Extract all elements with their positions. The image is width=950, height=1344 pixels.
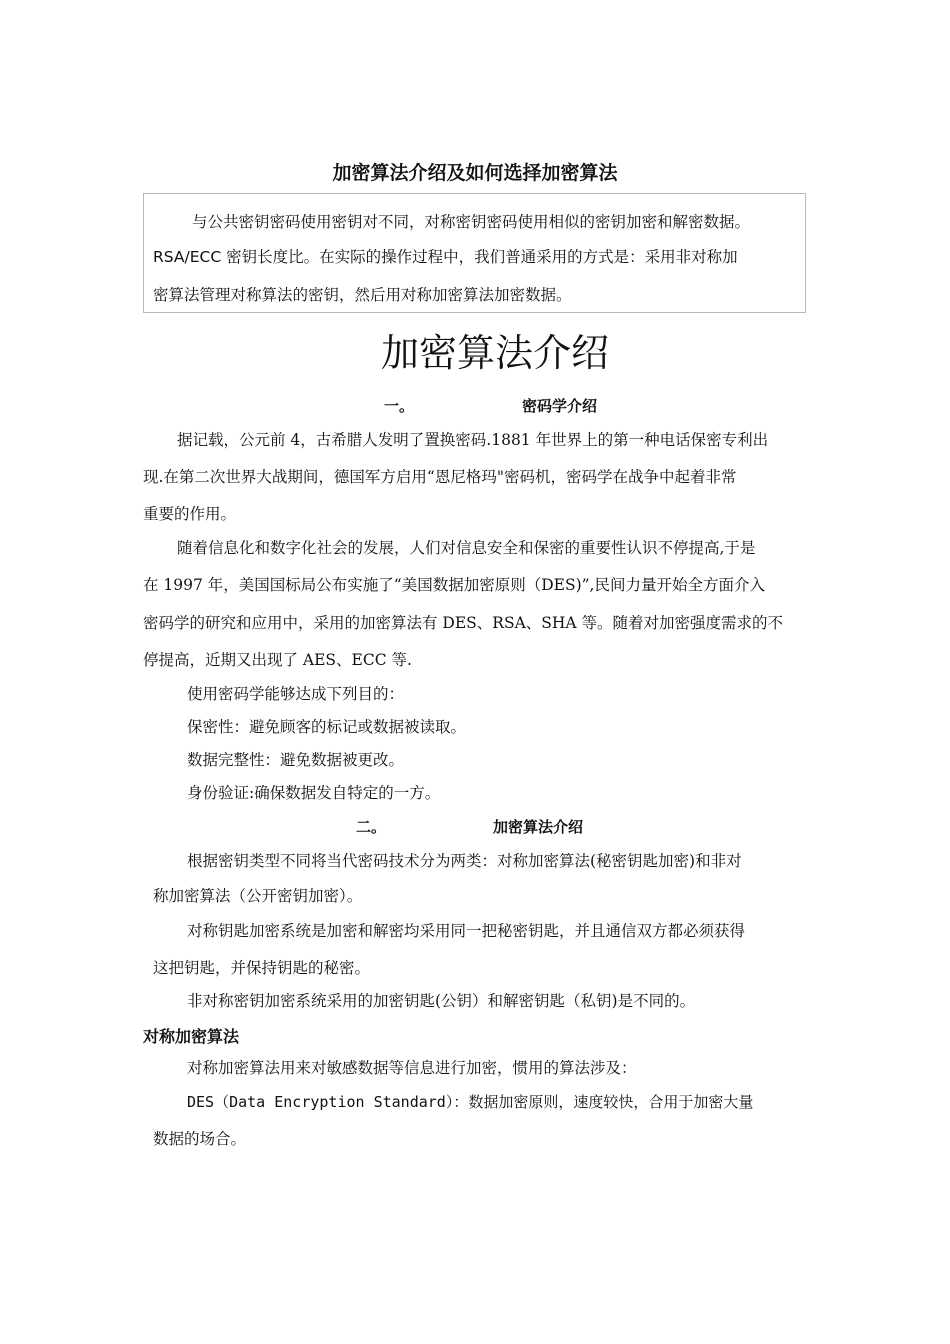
paragraph-5: 非对称密钥加密系统采用的加密钥匙(公钥）和解密钥匙（私钥)是不同的。 — [187, 992, 696, 1010]
goals-intro: 使用密码学能够达成下列目的： — [187, 685, 405, 703]
subsection-1-title: 密码学介绍 — [522, 397, 598, 415]
paragraph-3-line-2: 称加密算法（公开密钥加密）。 — [153, 887, 363, 905]
goal-integrity: 数据完整性：避免数据被更改。 — [187, 751, 405, 769]
paragraph-1-line-3: 重要的作用。 — [143, 505, 237, 523]
goal-authentication: 身份验证:确保数据发自特定的一方。 — [187, 784, 441, 802]
paragraph-1-line-1: 据记载，公元前 4，古希腊人发明了置换密码.1881 年世界上的第一种电话保密专利出 — [177, 431, 769, 449]
section-title: 加密算法介绍 — [380, 331, 609, 375]
paragraph-3-line-1: 根据密钥类型不同将当代密码技术分为两类：对称加密算法(秘密钥匙加密)和非对 — [187, 852, 742, 870]
subsection-2-title: 加密算法介绍 — [493, 818, 584, 836]
paragraph-7-line-2: 数据的场合。 — [153, 1130, 247, 1148]
paragraph-1-line-2: 现.在第二次世界大战期间，德国军方启用“恩尼格玛"密码机，密码学在战争中起着非常 — [143, 468, 737, 486]
document-title: 加密算法介绍及如何选择加密算法 — [332, 162, 618, 184]
paragraph-4-line-1: 对称钥匙加密系统是加密和解密均采用同一把秘密钥匙，并且通信双方都必须获得 — [187, 922, 746, 940]
abstract-line-3: 密算法管理对称算法的密钥，然后用对称加密算法加密数据。 — [153, 286, 572, 304]
abstract-line-2: RSA/ECC 密钥长度比。在实际的操作过程中，我们普通采用的方式是：采用非对称加 — [153, 248, 738, 266]
subsection-1-number: 一。 — [384, 397, 415, 415]
goal-confidentiality: 保密性：避免顾客的标记或数据被读取。 — [187, 718, 467, 736]
paragraph-7-line-1: DES（Data Encryption Standard）：数据加密原则，速度较快，合用于加密大量 — [187, 1093, 754, 1111]
paragraph-2-line-4: 停提高，近期又出现了 AES、ECC 等. — [143, 651, 412, 669]
subsection-2-number: 二。 — [356, 818, 387, 836]
abstract-line-1: 与公共密钥密码使用密钥对不同，对称密钥密码使用相似的密钥加密和解密数据。 — [192, 213, 751, 231]
paragraph-4-line-2: 这把钥匙，并保持钥匙的秘密。 — [153, 959, 371, 977]
paragraph-2-line-2: 在 1997 年，美国国标局公布实施了“美国数据加密原则（DES)”,民间力量开始全方面介入 — [143, 576, 765, 594]
paragraph-2-line-1: 随着信息化和数字化社会的发展，人们对信息安全和保密的重要性认识不停提高,于是 — [177, 539, 756, 557]
symmetric-heading: 对称加密算法 — [143, 1027, 240, 1046]
paragraph-2-line-3: 密码学的研究和应用中，采用的加密算法有 DES、RSA、SHA 等。随着对加密强度需求的不 — [143, 614, 784, 632]
paragraph-6: 对称加密算法用来对敏感数据等信息进行加密，惯用的算法涉及： — [187, 1059, 637, 1077]
